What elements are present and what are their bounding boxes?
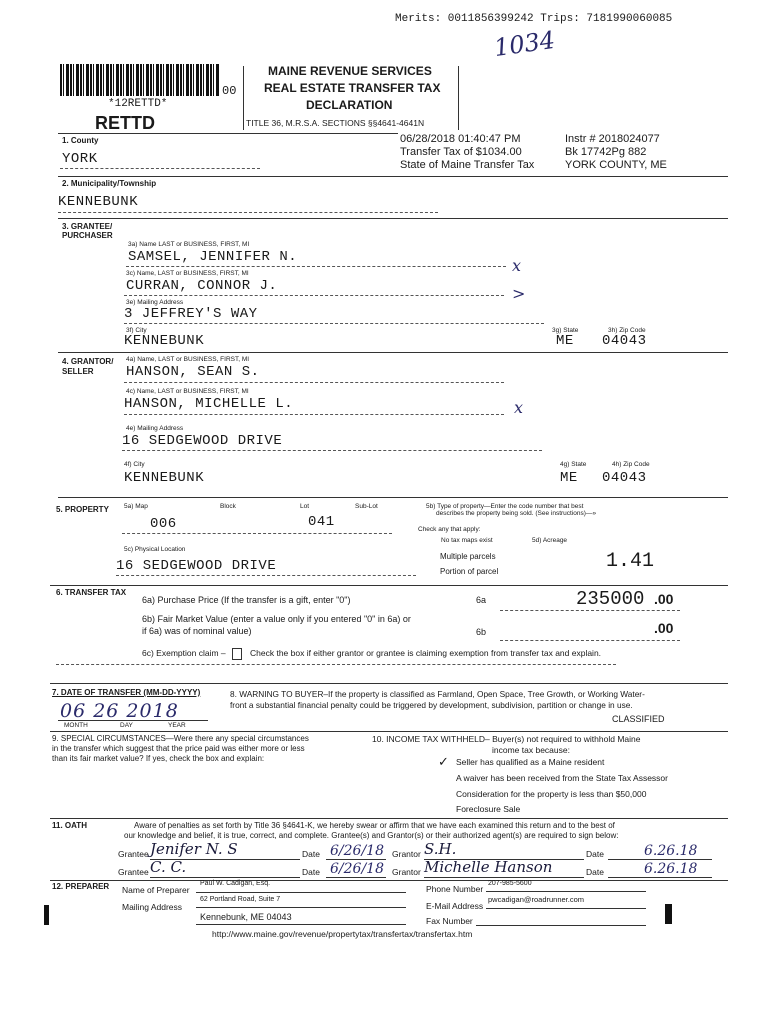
municipality-value[interactable]: KENNEBUNK <box>58 194 139 210</box>
classified-label: CLASSIFIED <box>612 714 665 724</box>
multiple-parcels-checkbox[interactable]: Multiple parcels <box>440 552 496 561</box>
block-label: Block <box>220 503 236 510</box>
grantee-f-value[interactable]: KENNEBUNK <box>124 333 205 349</box>
date-month-label: MONTH <box>64 722 88 729</box>
grantor-g-label: 4g) State <box>560 461 587 468</box>
grantee-c-value[interactable]: CURRAN, CONNOR J. <box>126 278 278 294</box>
grantee-signature-2[interactable]: C. C. <box>150 858 187 876</box>
date-transfer-value[interactable]: 06 26 2018 <box>60 700 179 722</box>
date-transfer-label: 7. DATE OF TRANSFER (MM-DD-YYYY) <box>52 688 201 697</box>
no-tax-maps-checkbox[interactable]: No tax maps exist <box>441 537 493 544</box>
purchase-price-cents: .00 <box>654 591 674 607</box>
date-year-label: YEAR <box>168 722 186 729</box>
oath-text-1: Aware of penalties as set forth by Title 36 §4641-K, we hereby swear or affirm that we have each examined this return and to the best of <box>134 821 615 830</box>
lot-label: Lot <box>300 503 310 510</box>
grantee-h-label: 3h) Zip Code <box>608 327 646 334</box>
map-value[interactable]: 006 <box>150 516 177 532</box>
phone-value[interactable]: 207-985-5600 <box>488 880 532 887</box>
grantor-label-2: SELLER <box>62 367 94 376</box>
preparer-name-label: Name of Preparer <box>122 885 190 895</box>
grantor-date-2[interactable]: 6.26.18 <box>644 861 698 877</box>
exemption-text: Check the box if either grantor or grantee is claiming exemption from transfer tax and explain. <box>250 648 602 658</box>
grantee-signature-1[interactable]: Jenifer N. S <box>150 840 238 858</box>
stamp-county: YORK COUNTY, ME <box>565 159 667 171</box>
grantee-a-value[interactable]: SAMSEL, JENNIFER N. <box>128 249 298 265</box>
transfer-tax-label: 6. TRANSFER TAX <box>56 588 127 597</box>
grantor-date-label-1: Date <box>586 849 604 859</box>
preparer-name-value[interactable]: Paul W. Cadigan, Esq. <box>200 880 271 887</box>
portion-parcel-checkbox[interactable]: Portion of parcel <box>440 567 499 576</box>
statute: TITLE 36, M.R.S.A. SECTIONS §§4641-4641N <box>246 118 425 128</box>
grantee-sig-label-1: Grantee <box>118 849 149 859</box>
preparer-address-1[interactable]: 62 Portland Road, Suite 7 <box>200 896 281 903</box>
stamp-book: Bk 17742Pg 882 <box>565 146 647 158</box>
grantor-a-value[interactable]: HANSON, SEAN S. <box>126 364 260 380</box>
grantor-date-label-2: Date <box>586 867 604 877</box>
grantee-date-1[interactable]: 6/26/18 <box>330 843 384 859</box>
form-code: *12RETTD* <box>108 98 168 110</box>
footer-url[interactable]: http://www.maine.gov/revenue/propertytax/transfertax/transfertax.htm <box>212 929 473 939</box>
physical-location-value[interactable]: 16 SEDGEWOOD DRIVE <box>116 558 277 574</box>
grantor-sig-label-1: Grantor <box>392 849 421 859</box>
grantee-e-value[interactable]: 3 JEFFREY'S WAY <box>124 306 258 322</box>
check-any-label: Check any that apply: <box>418 526 481 533</box>
grantee-date-label-1: Date <box>302 849 320 859</box>
grantor-h-value[interactable]: 04043 <box>602 470 647 486</box>
purchase-price-value[interactable]: 235000 <box>576 588 645 610</box>
fmv-cents: .00 <box>654 620 674 636</box>
form-title-1: REAL ESTATE TRANSFER TAX <box>264 81 441 95</box>
acreage-label: 5d) Acreage <box>532 537 568 544</box>
form-name: RETTD <box>95 113 155 133</box>
special-circumstances-1: 9. SPECIAL CIRCUMSTANCES—Were there any special circumstances <box>52 734 309 743</box>
grantee-label-2: PURCHASER <box>62 231 113 240</box>
property-type-label-2: describes the property being sold. (See instructions)—» <box>436 510 597 517</box>
grantee-a-label: 3a) Name LAST or BUSINESS, FIRST, MI <box>128 241 250 248</box>
waiver-option[interactable]: A waiver has been received from the State Tax Assessor <box>456 773 668 783</box>
grantor-sig-label-2: Grantor <box>392 867 421 877</box>
map-label: 5a) Map <box>124 503 148 510</box>
grantee-g-value[interactable]: ME <box>556 333 574 349</box>
grantor-g-value[interactable]: ME <box>560 470 578 486</box>
grantee-g-label: 3g) State <box>552 327 579 334</box>
registration-mark-right <box>665 904 672 924</box>
preparer-label: 12. PREPARER <box>52 882 110 891</box>
grantor-c-label: 4c) Name, LAST or BUSINESS, FIRST, MI <box>126 388 249 395</box>
property-label: 5. PROPERTY <box>56 505 109 514</box>
lot-value[interactable]: 041 <box>308 514 335 530</box>
mark-x-2: > <box>512 284 526 303</box>
agency-name: MAINE REVENUE SERVICES <box>268 64 432 78</box>
special-circumstances-2: in the transfer which suggest that the price paid was either more or less <box>52 744 305 753</box>
physical-location-label: 5c) Physical Location <box>124 546 186 553</box>
income-tax-2: income tax because: <box>492 745 570 755</box>
warning-text-2: front a substantial financial penalty could be triggered by development, subdivision, partition or change in use. <box>230 700 633 710</box>
fax-label: Fax Number <box>426 916 473 926</box>
grantor-a-label: 4a) Name, LAST or BUSINESS, FIRST, MI <box>126 356 250 363</box>
special-circumstances-3: than its fair market value? If yes, check the box and explain: <box>52 754 265 763</box>
stamp-datetime: 06/28/2018 01:40:47 PM <box>400 133 521 145</box>
grantor-e-label: 4e) Mailing Address <box>126 425 184 432</box>
email-label: E-Mail Address <box>426 901 484 911</box>
grantor-h-label: 4h) Zip Code <box>612 461 650 468</box>
grantee-sig-label-2: Grantee <box>118 867 149 877</box>
property-type-label-1: 5b) Type of property—Enter the code number that best <box>426 503 584 510</box>
handwritten-number: 1034 <box>492 25 557 63</box>
grantee-date-2[interactable]: 6/26/18 <box>330 861 384 877</box>
income-tax-1: 10. INCOME TAX WITHHELD– Buyer(s) not required to withhold Maine <box>372 734 641 744</box>
grantor-label-1: 4. GRANTOR/ <box>62 357 114 366</box>
grantee-e-label: 3e) Mailing Address <box>126 299 184 306</box>
seller-resident-option[interactable]: Seller has qualified as a Maine resident <box>456 757 605 767</box>
email-value[interactable]: pwcadigan@roadrunner.com <box>488 895 585 904</box>
fmv-label-1: 6b) Fair Market Value (enter a value only if you entered "0" in 6a) or <box>142 614 411 624</box>
mark-x-3: x <box>514 398 524 417</box>
mailing-address-label: Mailing Address <box>122 902 183 912</box>
warning-text-1: 8. WARNING TO BUYER–If the property is classified as Farmland, Open Space, Tree Growth, or Working Water- <box>230 689 645 699</box>
fmv-code: 6b <box>476 627 487 637</box>
grantor-e-value[interactable]: 16 SEDGEWOOD DRIVE <box>122 433 283 449</box>
grantee-date-label-2: Date <box>302 867 320 877</box>
exemption-checkbox[interactable] <box>232 648 242 660</box>
grantor-signature-2[interactable]: Michelle Hanson <box>424 858 553 876</box>
county-label: 1. County <box>62 136 99 145</box>
merits-trips-line: Merits: 0011856399242 Trips: 7181990060085 <box>395 13 673 25</box>
grantor-f-label: 4f) City <box>124 461 145 468</box>
grantor-c-value[interactable]: HANSON, MICHELLE L. <box>124 396 294 412</box>
grantee-f-label: 3f) City <box>126 327 147 334</box>
consideration-option[interactable]: Consideration for the property is less than $50,000 <box>456 789 647 799</box>
barcode <box>60 64 220 96</box>
county-value[interactable]: YORK <box>62 151 98 167</box>
check-mark-icon: ✓ <box>438 754 449 769</box>
acreage-value[interactable]: 1.41 <box>606 550 655 573</box>
sublot-label: Sub-Lot <box>355 503 378 510</box>
oath-label: 11. OATH <box>52 821 87 830</box>
registration-mark-left <box>44 905 49 925</box>
fmv-label-2: if 6a) was of nominal value) <box>142 626 252 636</box>
stamp-state: State of Maine Transfer Tax <box>400 159 535 171</box>
grantor-date-1[interactable]: 6.26.18 <box>644 843 698 859</box>
date-day-label: DAY <box>120 722 133 729</box>
grantee-c-label: 3c) Name, LAST or BUSINESS, FIRST, MI <box>126 270 249 277</box>
municipality-label: 2. Municipality/Township <box>62 179 157 188</box>
purchase-price-code: 6a <box>476 595 487 605</box>
stamp-instr: Instr # 2018024077 <box>565 133 660 145</box>
mark-x-1: x <box>512 256 522 275</box>
barcode-suffix: 00 <box>222 84 237 98</box>
exemption-label: 6c) Exemption claim – <box>142 648 226 658</box>
oath-text-2: our knowledge and belief, it is true, correct, and complete. Grantee(s) and Grantor(s) or their authorized agent(s) are required to sign below: <box>124 831 619 840</box>
preparer-address-2[interactable]: Kennebunk, ME 04043 <box>200 912 292 922</box>
phone-label: Phone Number <box>426 884 484 894</box>
form-title-2: DECLARATION <box>306 98 393 112</box>
purchase-price-label: 6a) Purchase Price (If the transfer is a gift, enter "0") <box>142 595 351 605</box>
grantor-signature-1[interactable]: S.H. <box>424 840 457 858</box>
stamp-transfer-tax: Transfer Tax of $1034.00 <box>400 146 522 158</box>
foreclosure-option[interactable]: Foreclosure Sale <box>456 804 521 814</box>
grantee-label-1: 3. GRANTEE/ <box>62 222 113 231</box>
grantee-h-value[interactable]: 04043 <box>602 333 647 349</box>
grantor-f-value[interactable]: KENNEBUNK <box>124 470 205 486</box>
